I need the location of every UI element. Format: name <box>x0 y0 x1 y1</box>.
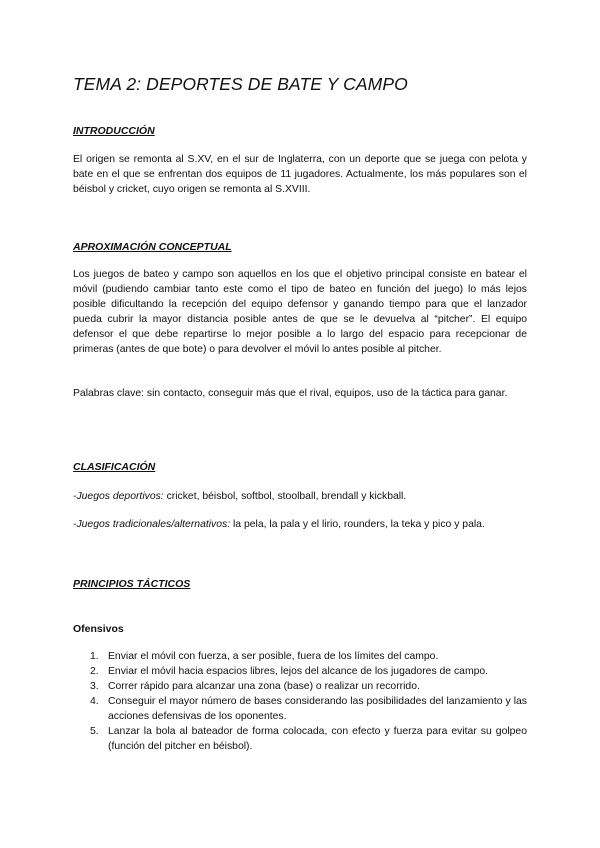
subheading-ofensivos: Ofensivos <box>73 623 124 635</box>
list-item <box>73 694 527 724</box>
classification-text: la pela, la pala y el lirio, rounders, la teka y pico y pala. <box>230 519 485 530</box>
keywords-paragraph: Palabras clave: sin contacto, conseguir más que el rival, equipos, uso de la táctica para ganar. <box>73 388 508 399</box>
classification-label: -Juegos deportivos: <box>73 491 164 502</box>
classification-item-deportivos <box>73 489 533 504</box>
list-item <box>73 679 527 694</box>
list-number: 5. <box>90 726 99 737</box>
list-text: Enviar el móvil hacia espacios libres, lejos del alcance de los jugadores de campo. <box>108 666 489 677</box>
classification-label: -Juegos tradicionales/alternativos: <box>73 519 231 530</box>
tactics-list <box>73 649 527 754</box>
page-title: TEMA 2: DEPORTES DE BATE Y CAMPO <box>73 74 408 94</box>
concept-paragraph: Los juegos de bateo y campo son aquellos en los que el objetivo principal consiste en batear el móvil (pudiendo cambiar tanto este como el tipo de bateo en función del juego) lo más lejos posible dificultando la recepción del equipo defensor y ganando tiempo para que el lanzador pueda cubrir la mayor distancia posible antes de que se le devuelva al “pitcher”. El equipo defensor el que debe repartirse lo mejor posible a lo largo del espacio para recepcionar de primeras (antes de que bote) o para devolver el móvil lo antes posible al pitcher. <box>73 269 527 355</box>
list-number: 3. <box>90 681 99 692</box>
list-number: 2. <box>90 666 99 677</box>
list-number: 1. <box>90 651 99 662</box>
list-number: 4. <box>90 696 99 707</box>
list-text: Lanzar la bola al bateador de forma colocada, con efecto y fuerza para evitar su golpeo (función del pitcher en béisbol). <box>108 726 527 752</box>
section-heading-clasificacion: CLASIFICACIÓN <box>73 461 156 473</box>
list-text: Conseguir el mayor número de bases considerando las posibilidades del lanzamiento y las acciones defensivas de los oponentes. <box>108 696 527 722</box>
list-text: Correr rápido para alcanzar una zona (base) o realizar un recorrido. <box>108 681 420 692</box>
section-heading-principios: PRINCIPIOS TÁCTICOS <box>73 578 191 590</box>
intro-paragraph: El origen se remonta al S.XV, en el sur de Inglaterra, con un deporte que se juega con pelota y bate en el que se enfrentan dos equipos de 11 jugadores. Actualmente, los más populares son el béisbol y cricket, cuyo origen se remonta al S.XVIII. <box>73 154 527 195</box>
list-item <box>73 649 527 664</box>
list-item <box>73 724 527 754</box>
list-text: Enviar el móvil con fuerza, a ser posible, fuera de los límites del campo. <box>108 651 439 662</box>
classification-text: cricket, béisbol, softbol, stoolball, brendall y kickball. <box>163 491 407 502</box>
section-heading-introduccion: INTRODUCCIÓN <box>73 125 155 137</box>
classification-item-tradicionales <box>73 517 533 532</box>
list-item <box>73 664 527 679</box>
section-heading-aproximacion: APROXIMACIÓN CONCEPTUAL <box>73 241 232 253</box>
